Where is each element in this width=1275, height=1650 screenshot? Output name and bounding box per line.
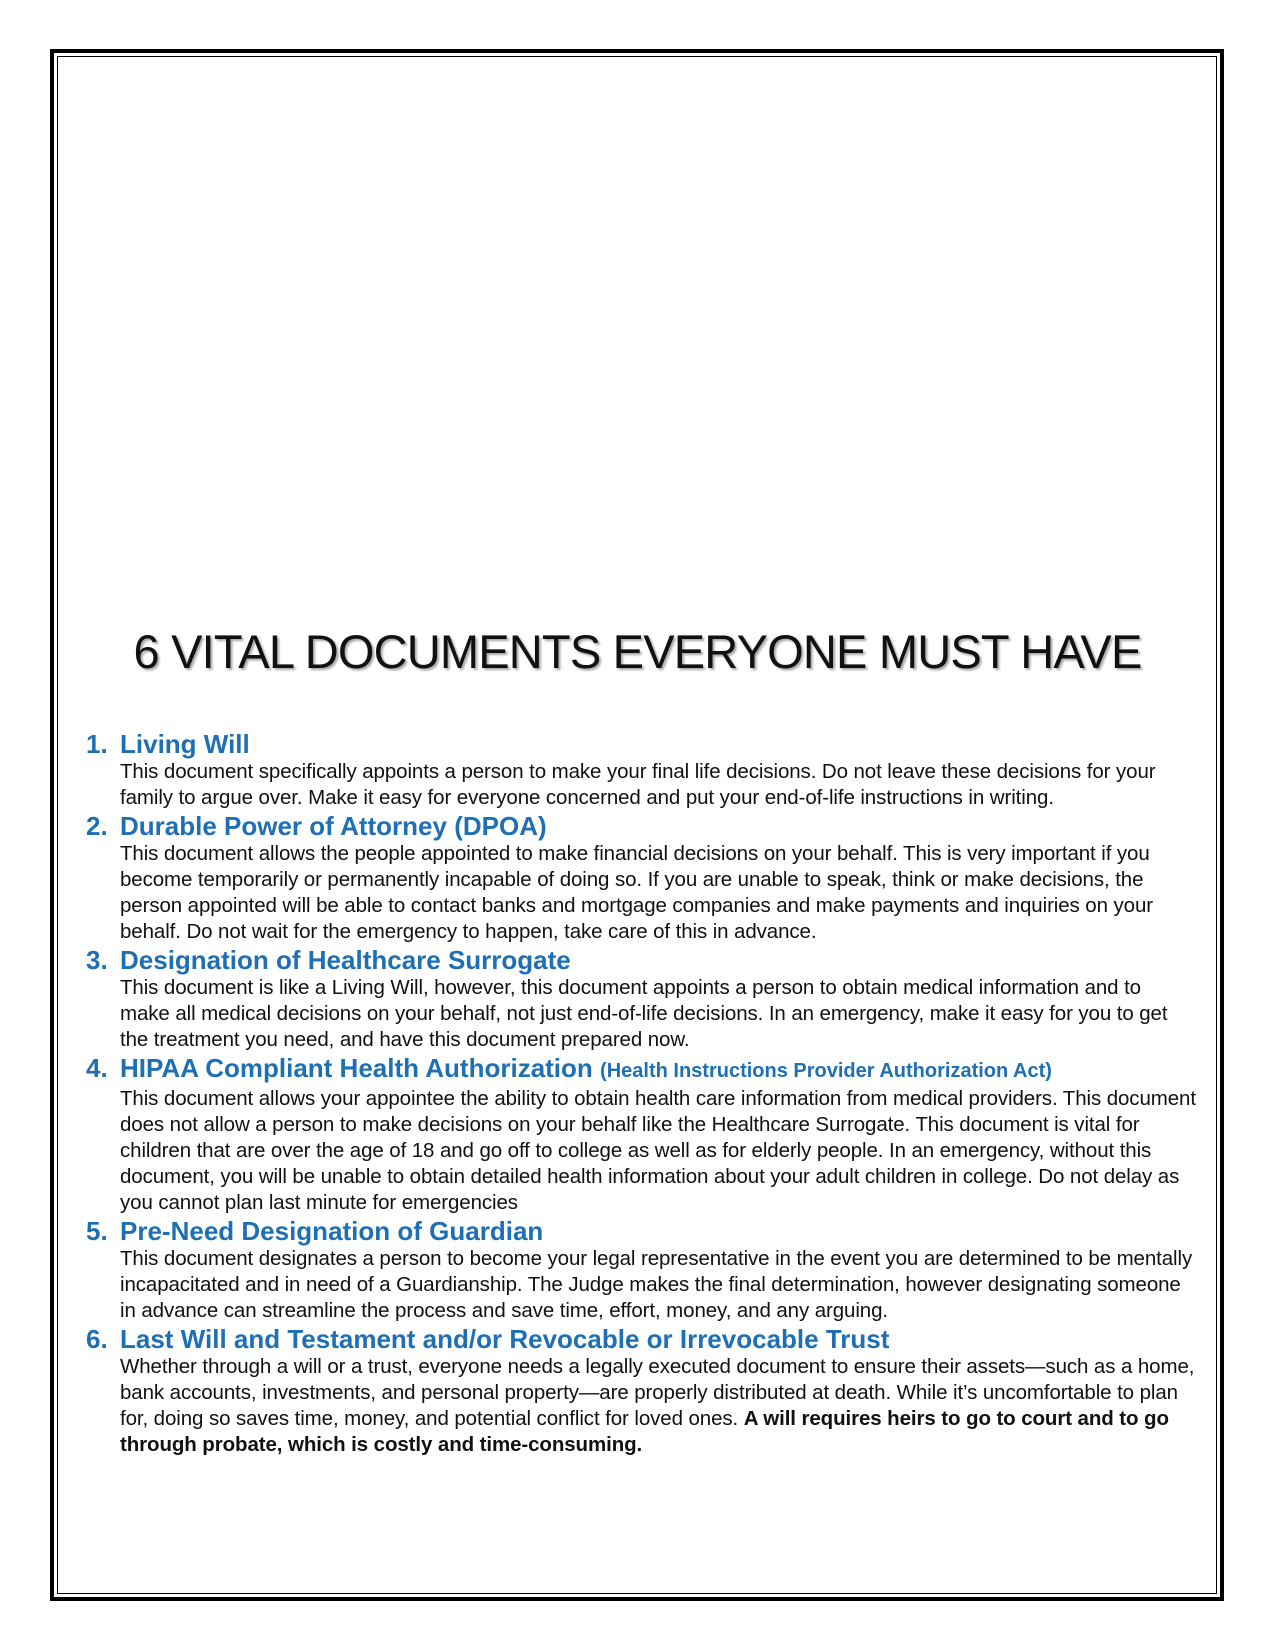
item-number: 4. bbox=[86, 1053, 108, 1083]
list-item-living-will bbox=[86, 729, 1196, 811]
item-number: 2. bbox=[86, 811, 108, 841]
item-number: 1. bbox=[86, 729, 108, 759]
item-heading bbox=[86, 729, 1196, 759]
list-item-dpoa bbox=[86, 811, 1196, 945]
item-heading bbox=[86, 1216, 1196, 1246]
document-title: 6 VITAL DOCUMENTS EVERYONE MUST HAVE bbox=[133, 625, 1142, 678]
item-heading bbox=[86, 1324, 1196, 1354]
list-item-guardian bbox=[86, 1216, 1196, 1324]
item-title: HIPAA Compliant Health Authorization bbox=[120, 1053, 593, 1083]
item-title: Last Will and Testament and/or Revocable or Irrevocable Trust bbox=[120, 1324, 890, 1354]
item-heading bbox=[86, 1053, 1196, 1086]
list-item-healthcare-surrogate bbox=[86, 945, 1196, 1053]
item-subtitle: (Health Instructions Provider Authorization Act) bbox=[600, 1060, 1052, 1082]
list-item-hipaa bbox=[86, 1053, 1196, 1216]
item-number: 6. bbox=[86, 1324, 108, 1354]
item-title: Designation of Healthcare Surrogate bbox=[120, 945, 571, 975]
item-heading bbox=[86, 811, 1196, 841]
item-title: Durable Power of Attorney (DPOA) bbox=[120, 811, 547, 841]
item-number: 5. bbox=[86, 1216, 108, 1246]
item-title: Pre-Need Designation of Guardian bbox=[120, 1216, 544, 1246]
item-description-emphasis: A will requires heirs to go to court and to go through probate, which is costly and time-consuming. bbox=[120, 1407, 1169, 1456]
item-description: This document is like a Living Will, however, this document appoints a person to obtain medical information and to make all medical decisions on your behalf, not just end-of-life decisions. In an emergency, make it easy for you to get the treatment you need, and have this document prepared now. bbox=[120, 976, 1168, 1051]
item-title: Living Will bbox=[120, 729, 250, 759]
item-description bbox=[120, 1354, 1196, 1458]
item-number: 3. bbox=[86, 945, 108, 975]
item-heading bbox=[86, 945, 1196, 975]
documents-list bbox=[86, 729, 1196, 1458]
item-description: This document allows your appointee the ability to obtain health care information from medical providers. This document does not allow a person to make decisions on your behalf like the Healthcare Surrogate. This document is vital for children that are over the age of 18 and go off to college as well as for elderly people. In an emergency, without this document, you will be unable to obtain detailed health information about your adult children in college. Do not delay as you cannot plan last minute for emergencies bbox=[120, 1087, 1196, 1214]
item-description: This document specifically appoints a person to make your final life decisions. Do not leave these decisions for your family to argue over. Make it easy for everyone concerned and put your end-of-life instructions in writing. bbox=[120, 760, 1156, 809]
item-description-text: Whether through a will or a trust, everyone needs a legally executed document to ensure their assets—such as a home, bank accounts, investments, and personal property—are properly distributed at death. While it’s uncomfortable to plan for, doing so saves time, money, and potential conflict for loved ones. bbox=[120, 1355, 1195, 1430]
item-description: This document designates a person to become your legal representative in the event you are determined to be mentally incapacitated and in need of a Guardianship. The Judge makes the final determination, however designating someone in advance can streamline the process and save time, effort, money, and any arguing. bbox=[120, 1247, 1193, 1322]
list-item-will-trust bbox=[86, 1324, 1196, 1458]
item-description: This document allows the people appointed to make financial decisions on your behalf. This is very important if you become temporarily or permanently incapable of doing so. If you are unable to speak, think or make decisions, the person appointed will be able to contact banks and mortgage companies and make payments and inquiries on your behalf. Do not wait for the emergency to happen, take care of this in advance. bbox=[120, 842, 1153, 943]
